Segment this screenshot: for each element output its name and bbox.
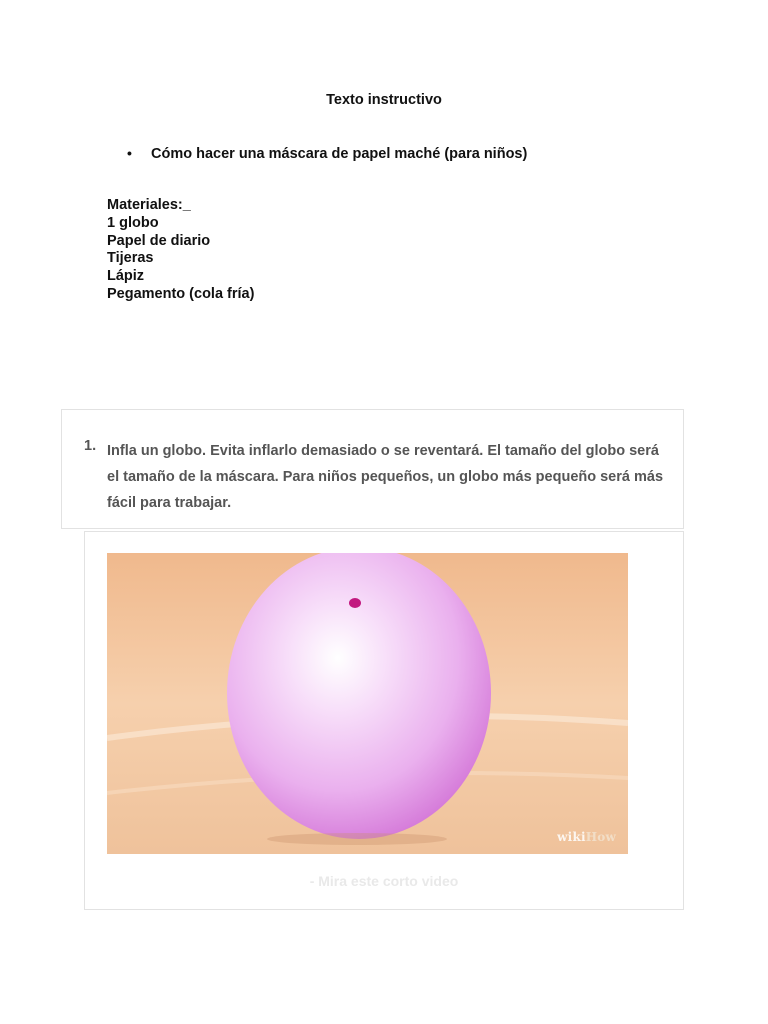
- material-item: Papel de diario: [107, 232, 211, 249]
- wikihow-watermark: wikiHow: [557, 830, 616, 844]
- balloon-illustration: [107, 553, 628, 854]
- bullet-text: Cómo hacer una máscara de papel maché (para niños): [151, 146, 528, 162]
- step-text: Infla un globo. Evita inflarlo demasiado o se reventará. El tamaño del globo será el tamaño de la máscara. Para niños pequeños, un globo más pequeño será más fácil para trabajar.: [107, 443, 664, 511]
- document-title: Texto instructivo: [326, 92, 442, 108]
- materials-heading: Materiales:_: [107, 197, 191, 213]
- material-item: Pegamento (cola fría): [107, 285, 255, 302]
- material-item: 1 globo: [107, 214, 159, 231]
- materials-list: [107, 197, 254, 304]
- bullet-item: [127, 145, 527, 162]
- material-item: Tijeras: [107, 250, 154, 267]
- balloon-knot: [349, 598, 361, 608]
- step-number: 1.: [84, 438, 97, 454]
- balloon-image[interactable]: [107, 553, 628, 854]
- bullet-icon: •: [127, 145, 132, 161]
- material-item: Lápiz: [107, 268, 145, 285]
- balloon-shape: [227, 553, 491, 839]
- video-caption-link[interactable]: - Mira este corto video: [309, 873, 459, 889]
